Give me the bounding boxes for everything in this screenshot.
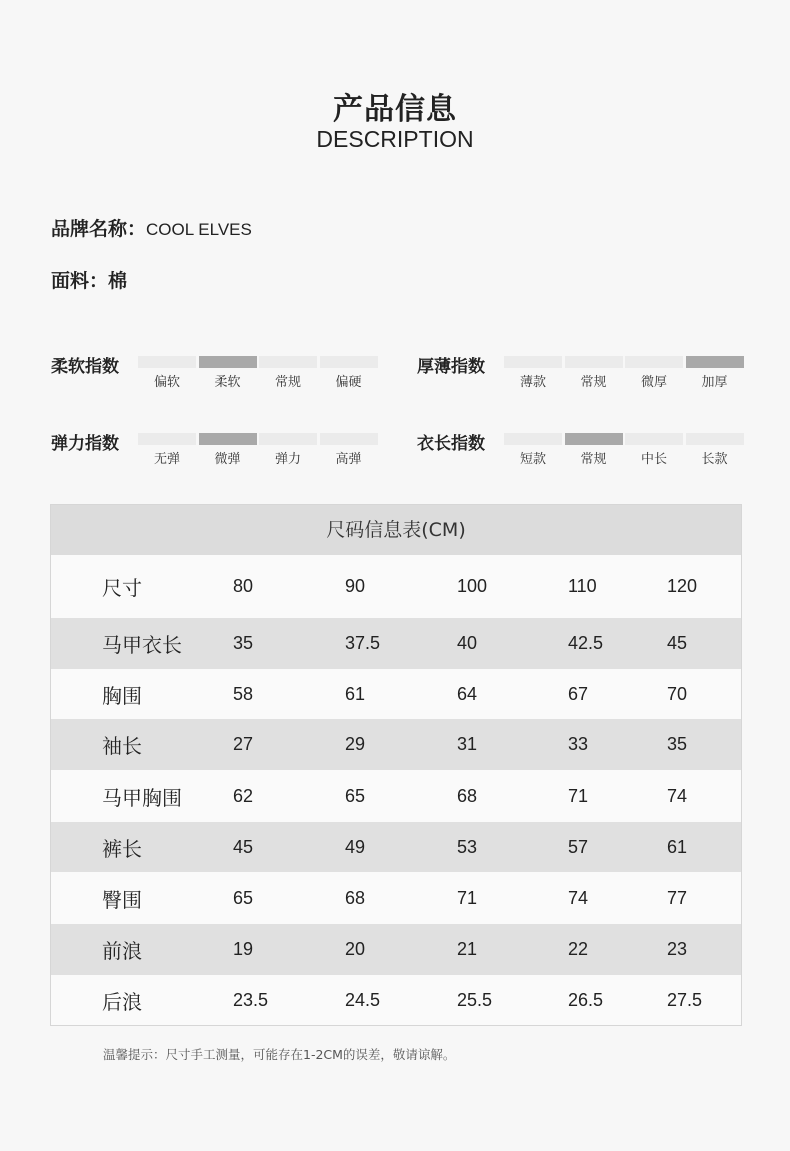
table-cell: 31 bbox=[457, 734, 478, 754]
table-cell: 24.5 bbox=[345, 989, 381, 1010]
table-cell: 40 bbox=[457, 633, 478, 653]
table-cell: 45 bbox=[667, 633, 688, 653]
index-bar bbox=[199, 433, 257, 445]
table-cell: 80 bbox=[233, 576, 254, 596]
index-bar bbox=[504, 356, 562, 368]
table-row bbox=[51, 924, 741, 975]
index-bar bbox=[199, 356, 257, 368]
table-cell: 65 bbox=[345, 785, 366, 806]
table-row bbox=[51, 975, 741, 1025]
table-cell: 71 bbox=[568, 785, 589, 806]
index-option: 微厚 bbox=[640, 375, 667, 390]
size-table-title: 尺码信息表(CM) bbox=[51, 505, 741, 555]
index-bar bbox=[320, 433, 378, 445]
index-bar bbox=[320, 356, 378, 368]
row-label: 马甲胸围 bbox=[102, 785, 182, 810]
index-bar bbox=[686, 433, 744, 445]
table-cell: 23.5 bbox=[233, 989, 269, 1010]
table-cell: 45 bbox=[233, 836, 254, 857]
table-cell: 35 bbox=[667, 734, 688, 754]
table-row bbox=[51, 719, 741, 770]
index-option: 无弹 bbox=[153, 452, 180, 467]
table-cell: 27 bbox=[233, 734, 254, 754]
table-cell: 62 bbox=[233, 785, 254, 806]
table-cell: 26.5 bbox=[568, 989, 604, 1010]
size-table bbox=[50, 504, 742, 1026]
table-cell: 61 bbox=[345, 683, 366, 704]
index-option: 加厚 bbox=[701, 375, 728, 390]
row-label: 裤长 bbox=[102, 836, 142, 861]
index-bar bbox=[504, 433, 562, 445]
table-cell: 90 bbox=[345, 576, 366, 596]
index-option: 薄款 bbox=[519, 375, 546, 390]
index-bar bbox=[625, 356, 683, 368]
row-label: 前浪 bbox=[102, 939, 142, 963]
table-cell: 100 bbox=[457, 576, 488, 596]
page-title: 产品信息 bbox=[333, 92, 457, 127]
index-option: 微弹 bbox=[214, 452, 241, 467]
index-bar bbox=[565, 433, 623, 445]
index-option: 常规 bbox=[580, 452, 607, 467]
index-option: 短款 bbox=[519, 452, 546, 467]
index-option: 柔软 bbox=[214, 375, 241, 390]
table-row bbox=[51, 822, 741, 872]
table-cell: 74 bbox=[667, 785, 688, 806]
index-bar bbox=[625, 433, 683, 445]
fabric-value: 棉 bbox=[108, 270, 128, 292]
index-option: 常规 bbox=[274, 375, 301, 390]
index-bar bbox=[686, 356, 744, 368]
table-cell: 37.5 bbox=[345, 633, 381, 653]
table-cell: 65 bbox=[233, 887, 254, 908]
index-bar bbox=[259, 356, 317, 368]
table-cell: 33 bbox=[568, 734, 589, 754]
index-option: 高弹 bbox=[335, 452, 362, 467]
index-option: 常规 bbox=[580, 375, 607, 390]
table-cell: 68 bbox=[457, 785, 478, 806]
table-row bbox=[51, 618, 741, 669]
index-option: 偏硬 bbox=[335, 375, 362, 390]
table-cell: 68 bbox=[345, 887, 366, 908]
row-label: 后浪 bbox=[102, 989, 142, 1014]
row-label: 袖长 bbox=[102, 734, 142, 758]
table-cell: 35 bbox=[233, 633, 254, 653]
table-cell: 42.5 bbox=[568, 633, 604, 653]
table-cell: 74 bbox=[568, 887, 589, 908]
index-bar bbox=[259, 433, 317, 445]
table-cell: 58 bbox=[233, 683, 254, 704]
index-option: 中长 bbox=[640, 452, 667, 467]
index-label: 衣长指数 bbox=[417, 434, 485, 454]
row-label: 臀围 bbox=[102, 887, 142, 912]
table-cell: 71 bbox=[457, 887, 478, 908]
brand-value: COOL ELVES bbox=[146, 220, 252, 239]
fabric-row bbox=[51, 266, 127, 293]
index-label: 弹力指数 bbox=[51, 434, 119, 454]
table-cell: 49 bbox=[345, 836, 366, 857]
fabric-label: 面料： bbox=[51, 270, 109, 292]
brand-row bbox=[51, 214, 252, 241]
table-cell: 67 bbox=[568, 683, 589, 704]
table-cell: 20 bbox=[345, 939, 366, 959]
index-label: 柔软指数 bbox=[51, 357, 119, 377]
brand-label: 品牌名称： bbox=[51, 218, 147, 240]
index-bar bbox=[565, 356, 623, 368]
table-cell: 120 bbox=[667, 576, 698, 596]
row-label: 马甲衣长 bbox=[102, 633, 182, 657]
table-cell: 19 bbox=[233, 939, 254, 959]
page-subtitle: DESCRIPTION bbox=[316, 126, 474, 152]
table-cell: 25.5 bbox=[457, 989, 493, 1010]
table-row bbox=[51, 872, 741, 924]
table-cell: 53 bbox=[457, 836, 478, 857]
table-row bbox=[51, 555, 741, 618]
table-cell: 70 bbox=[667, 683, 688, 704]
table-cell: 29 bbox=[345, 734, 366, 754]
table-cell: 27.5 bbox=[667, 989, 703, 1010]
index-option: 偏软 bbox=[153, 375, 180, 390]
table-cell: 110 bbox=[568, 576, 597, 596]
index-option: 长款 bbox=[701, 452, 728, 467]
row-label: 尺寸 bbox=[102, 576, 142, 600]
index-bar bbox=[138, 433, 196, 445]
row-label: 胸围 bbox=[102, 683, 142, 708]
table-cell: 22 bbox=[568, 939, 589, 959]
table-cell: 64 bbox=[457, 683, 478, 704]
table-cell: 61 bbox=[667, 836, 688, 857]
table-cell: 21 bbox=[457, 939, 478, 959]
table-cell: 23 bbox=[667, 939, 688, 959]
table-cell: 57 bbox=[568, 836, 589, 857]
measurement-note: 温馨提示：尺寸手工测量，可能存在1-2CM的误差，敬请谅解。 bbox=[103, 1047, 456, 1062]
index-label: 厚薄指数 bbox=[417, 357, 485, 377]
index-option: 弹力 bbox=[274, 452, 301, 467]
table-cell: 77 bbox=[667, 887, 688, 908]
table-row bbox=[51, 669, 741, 719]
table-row bbox=[51, 770, 741, 822]
index-bar bbox=[138, 356, 196, 368]
